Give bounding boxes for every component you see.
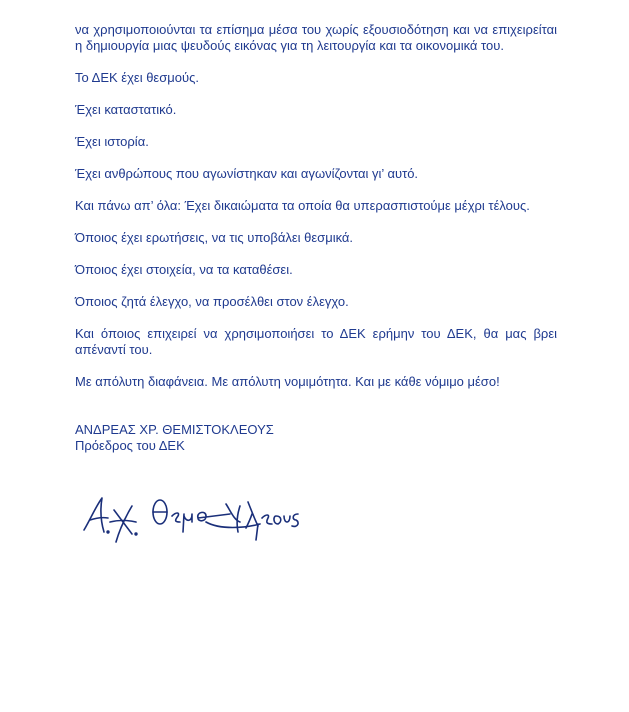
paragraph-people: Έχει ανθρώπους που αγωνίστηκαν και αγωνίζονται γι’ αυτό. — [75, 166, 419, 181]
signatory-title: Πρόεδρος του ΔΕΚ — [75, 438, 185, 453]
paragraph-rights: Και πάνω απ’ όλα: Έχει δικαιώματα τα οποία θα υπερασπιστούμε μέχρι τέλους. — [75, 198, 530, 213]
paragraph-opposition: Και όποιος επιχειρεί να χρησιμοποιήσει το ΔΕΚ ερήμην του ΔΕΚ, θα μας βρει απέναντί του. — [75, 326, 557, 357]
paragraph-evidence: Όποιος έχει στοιχεία, να τα καταθέσει. — [75, 262, 293, 277]
paragraph-audit: Όποιος ζητά έλεγχο, να προσέλθει στον έλεγχο. — [75, 294, 349, 309]
paragraph-history: Έχει ιστορία. — [75, 134, 149, 149]
paragraph-statute: Έχει καταστατικό. — [75, 102, 177, 117]
paragraph-closing: Με απόλυτη διαφάνεια. Με απόλυτη νομιμότητα. Και με κάθε νόμιμο μέσο! — [75, 374, 500, 389]
signatory-name: ΑΝΔΡΕΑΣ ΧΡ. ΘΕΜΙΣΤΟΚΛΕΟΥΣ — [75, 422, 274, 437]
paragraph-questions: Όποιος έχει ερωτήσεις, να τις υποβάλει θεσμικά. — [75, 230, 354, 245]
handwritten-signature — [80, 492, 302, 552]
signature-block — [75, 422, 557, 454]
paragraph-intro: να χρησιμοποιούνται τα επίσημα μέσα του χωρίς εξουσιοδότηση και να επιχειρείται η δημιουργία μιας ψευδούς εικόνας για τη λειτουργία και τα οικονομικά του. — [75, 22, 557, 53]
paragraph-institutions: Το ΔΕΚ έχει θεσμούς. — [75, 70, 199, 85]
letter-body — [75, 22, 557, 454]
